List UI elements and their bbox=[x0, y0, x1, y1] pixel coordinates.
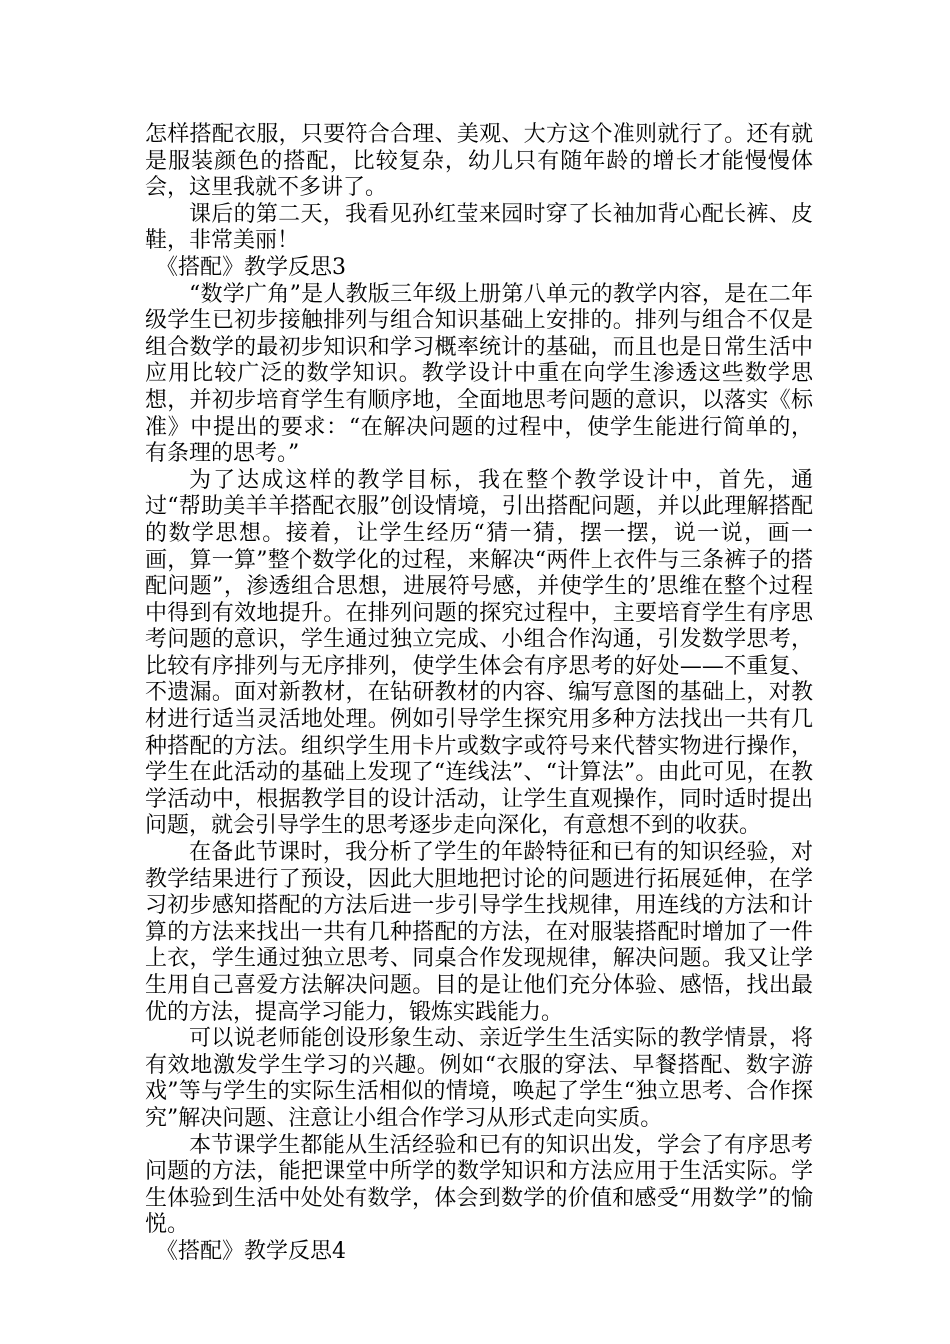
document-page bbox=[145, 122, 813, 1266]
section-heading: 《搭配》教学反思4 bbox=[156, 1238, 346, 1264]
paragraph: 可以说老师能创设形象生动、亲近学生生活实际的教学情景，将有效地激发学生学习的兴趣。例如“衣服的穿法、早餐搭配、数字游戏”等与学生的实际生活相似的情境，唤起了学生“独立思考、合作探究”解决问题、注意让小组合作学习从形式走向实质。 bbox=[145, 1026, 813, 1131]
section-heading: 《搭配》教学反思3 bbox=[156, 254, 346, 280]
paragraph: 怎样搭配衣服，只要符合合理、美观、大方这个准则就行了。还有就是服装颜色的搭配，比较复杂，幼儿只有随年龄的增长才能慢慢体会，这里我就不多讲了。 bbox=[145, 122, 813, 201]
paragraph: 在备此节课时，我分析了学生的年龄特征和已有的知识经验，对教学结果进行了预设，因此大胆地把讨论的问题进行拓展延伸，在学习初步感知搭配的方法后进一步引导学生找规律，用连线的方法和计算的方法来找出一共有几种搭配的方法，在对服装搭配时增加了一件上衣，学生通过独立思考、同桌合作发现规律，解决问题。我又让学生用自己喜爱方法解决问题。目的是让他们充分体验、感悟，找出最优的方法，提高学习能力，锻炼实践能力。 bbox=[145, 840, 813, 1025]
paragraph: “数学广角”是人教版三年级上册第八单元的教学内容，是在二年级学生已初步接触排列与组合知识基础上安排的。排列与组合不仅是组合数学的最初步知识和学习概率统计的基础，而且也是日常生活中应用比较广泛的数学知识。教学设计中重在向学生渗透这些数学思想，并初步培育学生有顺序地，全面地思考问题的意识，以落实《标准》中提出的要求：“在解决问题的过程中，使学生能进行简单的，有条理的思考。” bbox=[145, 281, 813, 467]
paragraph: 本节课学生都能从生活经验和已有的知识出发，学会了有序思考问题的方法，能把课堂中所学的数学知识和方法应用于生活实际。学生体验到生活中处处有数学，体会到数学的价值和感受“用数学”的愉悦。 bbox=[145, 1132, 813, 1238]
paragraph: 为了达成这样的教学目标，我在整个教学设计中，首先，通过“帮助美羊羊搭配衣服”创设情境，引出搭配问题，并以此理解搭配的数学思想。接着，让学生经历“猜一猜，摆一摆，说一说，画一画，算一算”整个数学化的过程，来解决“两件上衣件与三条裤子的搭配问题”，渗透组合思想，进展符号感，并使学生的’思维在整个过程中得到有效地提升。在排列问题的探究过程中，主要培育学生有序思考问题的意识，学生通过独立完成、小组合作沟通，引发数学思考，比较有序排列与无序排列，使学生体会有序思考的好处——不重复、不遗漏。面对新教材，在钻研教材的内容、编写意图的基础上，对教材进行适当灵活地处理。例如引导学生探究用多种方法找出一共有几种搭配的方法。组织学生用卡片或数字或符号来代替实物进行操作，学生在此活动的基础上发现了“连线法”、“计算法”。由此可见，在教学活动中，根据教学目的设计活动，让学生直观操作，同时适时提出问题，就会引导学生的思考逐步走向深化，有意想不到的收获。 bbox=[145, 467, 813, 839]
paragraph: 课后的第二天，我看见孙红莹来园时穿了长袖加背心配长裤、皮鞋，非常美丽！ bbox=[145, 201, 813, 254]
